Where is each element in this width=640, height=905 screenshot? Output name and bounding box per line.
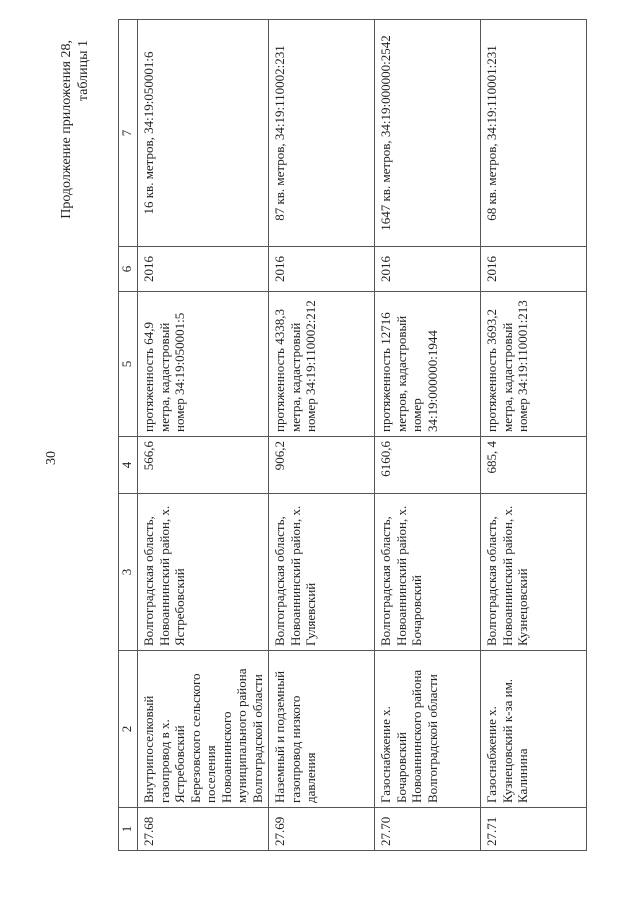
- table-header-row: [119, 20, 138, 851]
- object-name: Внутрипоселковый газопровод в х. Ястребовский Березовского сельского поселения Новоаннинского муниципального района Волгоградской области: [138, 651, 269, 808]
- object-name: Газоснабжение х. Бочаровский Новоаннинского района Волгоградской области: [375, 651, 481, 808]
- header-cell-3: 3: [119, 494, 138, 651]
- object-characteristics: протяженность 64,9 метра, кадастровый номер 34:19:050001:5: [138, 292, 269, 437]
- row-number: 27.70: [375, 808, 481, 851]
- object-address: Волгоградская область, Новоаннинский район, х. Ястребовский: [138, 494, 269, 651]
- object-note: 87 кв. метров, 34:19:110002:231: [269, 20, 375, 247]
- object-name: Наземный и подземный газопровод низкого давления: [269, 651, 375, 808]
- header-cell-6: 6: [119, 247, 138, 292]
- table-row: [481, 20, 587, 851]
- object-note: 1647 кв. метров, 34:19:000000:2542: [375, 20, 481, 247]
- object-characteristics: протяженность 3693,2 метра, кадастровый номер 34:19:110001:213: [481, 292, 587, 437]
- object-value: 906,2: [269, 437, 375, 494]
- header-cell-1: 1: [119, 808, 138, 851]
- object-characteristics: протяженность 12716 метров, кадастровый номер 34:19:000000:1944: [375, 292, 481, 437]
- object-address: Волгоградская область, Новоаннинский район, х. Кузнецовский: [481, 494, 587, 651]
- object-characteristics: протяженность 4338,3 метра, кадастровый номер 34:19:110002:212: [269, 292, 375, 437]
- object-value: 566,6: [138, 437, 269, 494]
- object-year: 2016: [138, 247, 269, 292]
- row-number: 27.71: [481, 808, 587, 851]
- continuation-line-2: таблицы 1: [76, 40, 91, 102]
- continuation-line-1: Продолжение приложения 28,: [59, 40, 74, 219]
- table-row: [138, 20, 269, 851]
- object-note: 16 кв. метров, 34:19:050001:6: [138, 20, 269, 247]
- row-number: 27.69: [269, 808, 375, 851]
- table-row: [269, 20, 375, 851]
- header-cell-7: 7: [119, 20, 138, 247]
- object-year: 2016: [375, 247, 481, 292]
- page-number: 30: [44, 451, 59, 465]
- row-number: 27.68: [138, 808, 269, 851]
- object-address: Волгоградская область, Новоаннинский район, х. Бочаровский: [375, 494, 481, 651]
- object-value: 6160,6: [375, 437, 481, 494]
- object-name: Газоснабжение х. Кузнецовский к-за им. Калинина: [481, 651, 587, 808]
- header-cell-2: 2: [119, 651, 138, 808]
- object-value: 685, 4: [481, 437, 587, 494]
- table-row: [375, 20, 481, 851]
- header-cell-5: 5: [119, 292, 138, 437]
- object-note: 68 кв. метров, 34:19:110001:231: [481, 20, 587, 247]
- object-year: 2016: [481, 247, 587, 292]
- data-table: [118, 19, 587, 851]
- header-cell-4: 4: [119, 437, 138, 494]
- object-year: 2016: [269, 247, 375, 292]
- continuation-heading: [58, 40, 92, 360]
- object-address: Волгоградская область, Новоаннинский район, х. Гуляевский: [269, 494, 375, 651]
